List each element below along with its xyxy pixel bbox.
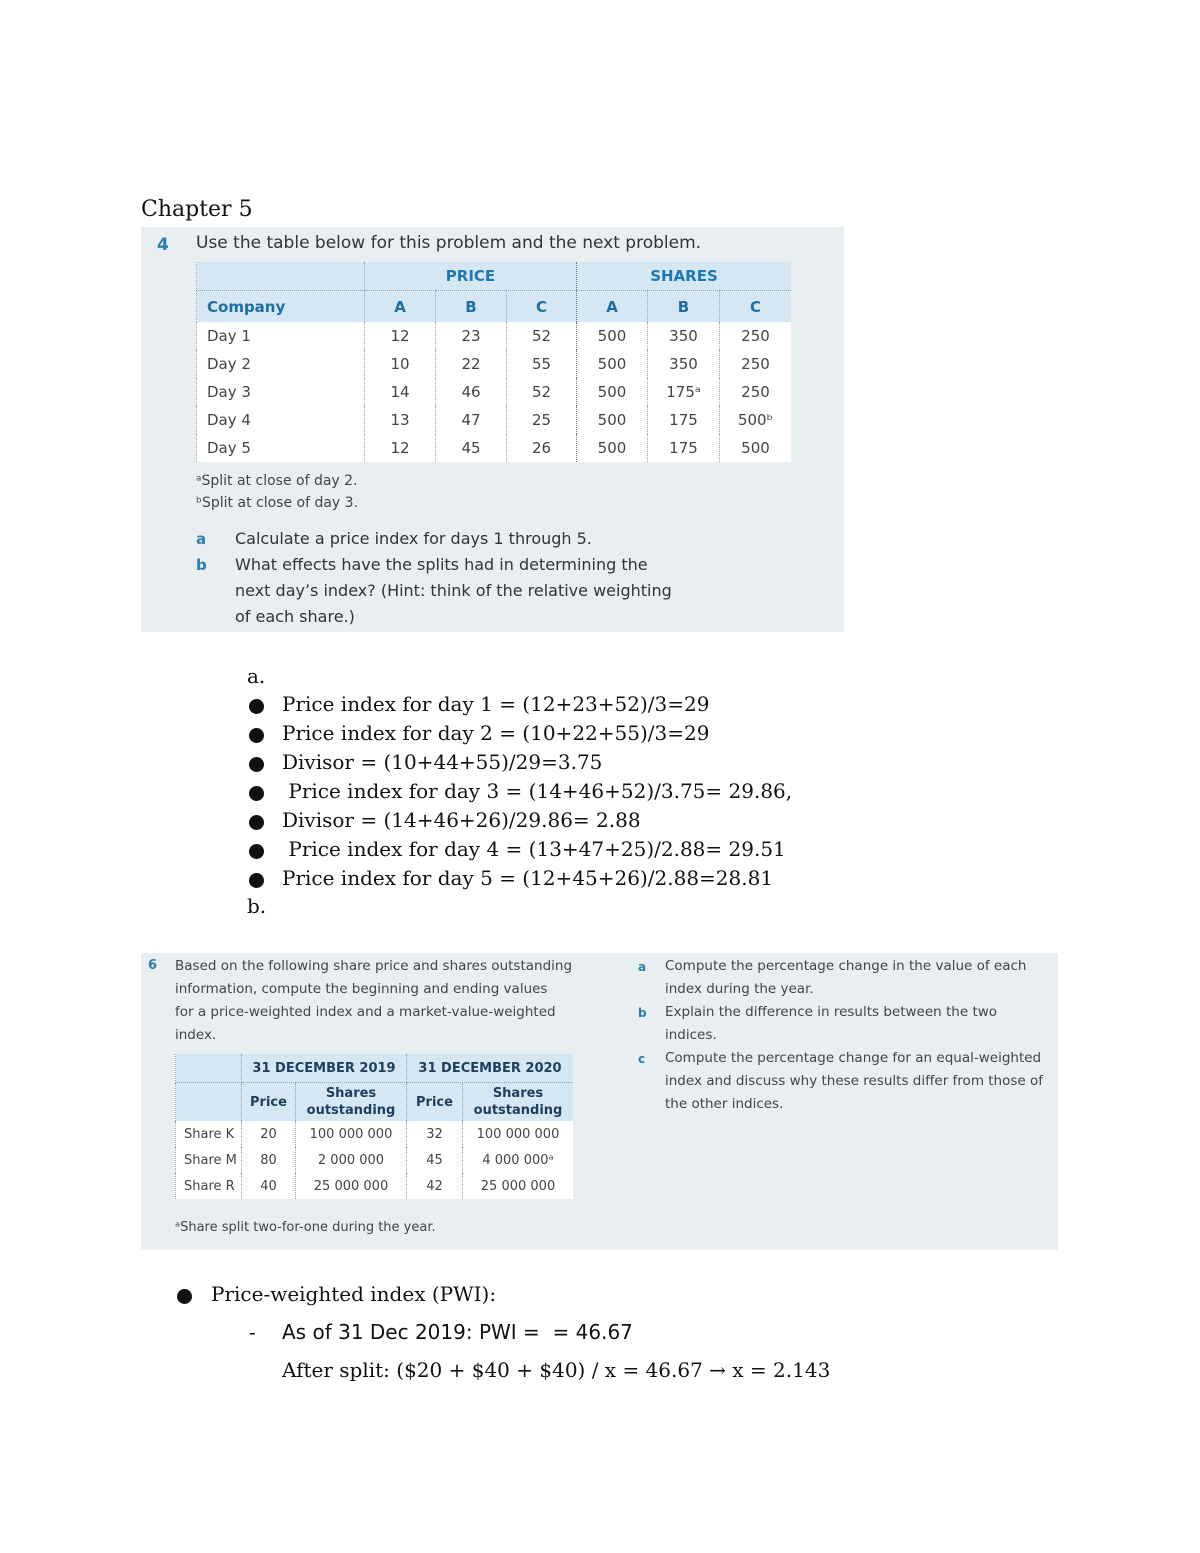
table-cell: 14 <box>365 378 436 406</box>
question-text: Calculate a price index for days 1 through 5. <box>235 529 592 548</box>
problem-6-panel <box>141 953 1058 1250</box>
table-corner <box>176 1054 242 1083</box>
question-text <box>665 955 1050 1001</box>
table-cell: 350 <box>648 322 720 350</box>
table-cell: 52 <box>507 322 577 350</box>
table-cell: 175 <box>648 434 720 462</box>
bullet-icon <box>249 728 264 743</box>
table-cell: 350 <box>648 350 720 378</box>
table-cell: Day 3 <box>197 378 365 406</box>
table-cell: 12 <box>365 322 436 350</box>
table-cell: 250 <box>720 350 792 378</box>
question-line: index during the year. <box>665 981 814 997</box>
question-line: index and discuss why these results differ from those of <box>665 1073 1044 1089</box>
table-cell: 500 <box>577 434 648 462</box>
table-cell: 500 <box>577 406 648 434</box>
table-cell: Day 4 <box>197 406 365 434</box>
table-cell: 500 <box>577 350 648 378</box>
question-line: Compute the percentage change in the value of each <box>665 958 1027 974</box>
table-row <box>176 1173 574 1199</box>
bullet-icon <box>249 699 264 714</box>
table-cell: Share K <box>176 1121 242 1147</box>
share-price-table <box>175 1054 573 1199</box>
bullet-icon <box>177 1289 192 1304</box>
intro-line: information, compute the beginning and ending values <box>175 981 548 997</box>
table-cell: 13 <box>365 406 436 434</box>
column-header: Shares outstanding <box>296 1083 407 1122</box>
price-shares-table <box>196 262 791 462</box>
table-cell: 20 <box>242 1121 296 1147</box>
table-row <box>197 322 792 350</box>
column-header <box>176 1083 242 1122</box>
table-cell: 500 <box>720 434 792 462</box>
footnote: ᵇSplit at close of day 3. <box>196 495 359 511</box>
table-cell: 10 <box>365 350 436 378</box>
table-cell: 25 000 000 <box>296 1173 407 1199</box>
column-header: Company <box>197 291 365 323</box>
table-row <box>197 378 792 406</box>
answer-b-label: b. <box>247 894 267 918</box>
question-label: a <box>196 530 207 548</box>
intro-line: Based on the following share price and shares outstanding <box>175 958 573 974</box>
table-cell: Day 1 <box>197 322 365 350</box>
column-header: Price <box>407 1083 463 1122</box>
problem-4-panel <box>141 227 844 632</box>
bullet-icon <box>249 873 264 888</box>
question-label: b <box>638 1006 647 1020</box>
table-cell: 25 <box>507 406 577 434</box>
question-label: a <box>638 960 647 974</box>
table-cell: 80 <box>242 1147 296 1173</box>
answer-line: Divisor = (14+46+26)/29.86= 2.88 <box>282 808 641 832</box>
answer-line: Price index for day 4 = (13+47+25)/2.88= 29.51 <box>282 837 786 861</box>
column-header: C <box>507 291 577 323</box>
table-cell: 46 <box>436 378 507 406</box>
table-cell: Day 5 <box>197 434 365 462</box>
column-header: C <box>720 291 792 323</box>
table-cell: 12 <box>365 434 436 462</box>
table-corner <box>197 262 365 291</box>
table-row <box>176 1121 574 1147</box>
answer-line: Price index for day 5 = (12+45+26)/2.88=28.81 <box>282 866 774 890</box>
bullet-icon <box>249 757 264 772</box>
table-cell: 2 000 000 <box>296 1147 407 1173</box>
question-line: Compute the percentage change for an equal-weighted <box>665 1050 1042 1066</box>
answer-line: Price index for day 3 = (14+46+52)/3.75= 29.86, <box>282 779 793 803</box>
answer-line: After split: ($20 + $40 + $40) / x = 46.67 → x = 2.143 <box>282 1358 831 1382</box>
bullet-icon <box>249 844 264 859</box>
table-cell: Share M <box>176 1147 242 1173</box>
table-cell: 40 <box>242 1173 296 1199</box>
question-label: b <box>196 556 207 574</box>
problem-intro <box>175 955 590 1047</box>
table-cell: 47 <box>436 406 507 434</box>
table-cell: 500ᵇ <box>720 406 792 434</box>
column-header: B <box>436 291 507 323</box>
bullet-icon <box>249 815 264 830</box>
group-header-price: PRICE <box>365 262 577 291</box>
chapter-heading: Chapter 5 <box>141 197 253 222</box>
answer-heading: Price-weighted index (PWI): <box>211 1282 497 1306</box>
table-cell: 23 <box>436 322 507 350</box>
table-cell: 100 000 000 <box>296 1121 407 1147</box>
question-text <box>665 1001 1050 1047</box>
table-cell: 22 <box>436 350 507 378</box>
table-cell: Day 2 <box>197 350 365 378</box>
table-row <box>197 434 792 462</box>
footnote: ᵃSplit at close of day 2. <box>196 473 358 489</box>
answer-line: Price index for day 1 = (12+23+52)/3=29 <box>282 692 710 716</box>
question-line: Explain the difference in results between the two <box>665 1004 998 1020</box>
column-header: Shares outstanding <box>463 1083 574 1122</box>
question-text <box>665 1047 1050 1116</box>
column-header: Price <box>242 1083 296 1122</box>
question-line: the other indices. <box>665 1096 784 1112</box>
answer-a-label: a. <box>247 664 266 688</box>
intro-line: index. <box>175 1027 217 1043</box>
group-header: 31 DECEMBER 2020 <box>407 1054 574 1083</box>
problem-intro: Use the table below for this problem and the next problem. <box>196 233 702 253</box>
answer-line: As of 31 Dec 2019: PWI = = 46.67 <box>282 1320 633 1344</box>
table-cell: 175 <box>648 406 720 434</box>
footnote: ᵃShare split two-for-one during the year. <box>175 1220 436 1235</box>
problem-number: 4 <box>157 235 169 255</box>
dash-marker: - <box>249 1320 256 1344</box>
answer-line: Price index for day 2 = (10+22+55)/3=29 <box>282 721 710 745</box>
table-cell: 45 <box>407 1147 463 1173</box>
column-header: A <box>577 291 648 323</box>
table-cell: 4 000 000ᵃ <box>463 1147 574 1173</box>
answer-line: Divisor = (10+44+55)/29=3.75 <box>282 750 603 774</box>
bullet-icon <box>249 786 264 801</box>
table-cell: 55 <box>507 350 577 378</box>
table-cell: Share R <box>176 1173 242 1199</box>
table-cell: 26 <box>507 434 577 462</box>
table-row <box>176 1147 574 1173</box>
question-label: c <box>638 1052 646 1066</box>
table-cell: 42 <box>407 1173 463 1199</box>
table-cell: 45 <box>436 434 507 462</box>
group-header: 31 DECEMBER 2019 <box>242 1054 407 1083</box>
table-cell: 25 000 000 <box>463 1173 574 1199</box>
question-text: of each share.) <box>235 607 355 626</box>
intro-line: for a price-weighted index and a market-value-weighted <box>175 1004 556 1020</box>
table-cell: 500 <box>577 378 648 406</box>
column-header: B <box>648 291 720 323</box>
table-cell: 32 <box>407 1121 463 1147</box>
table-row <box>197 406 792 434</box>
table-cell: 250 <box>720 378 792 406</box>
table-cell: 52 <box>507 378 577 406</box>
question-text: What effects have the splits had in determining the <box>235 555 648 574</box>
table-cell: 250 <box>720 322 792 350</box>
question-text: next day’s index? (Hint: think of the relative weighting <box>235 581 672 600</box>
group-header-shares: SHARES <box>577 262 792 291</box>
problem-number: 6 <box>148 958 158 973</box>
table-cell: 500 <box>577 322 648 350</box>
table-cell: 175ᵃ <box>648 378 720 406</box>
table-row <box>197 350 792 378</box>
table-cell: 100 000 000 <box>463 1121 574 1147</box>
column-header: A <box>365 291 436 323</box>
question-line: indices. <box>665 1027 717 1043</box>
